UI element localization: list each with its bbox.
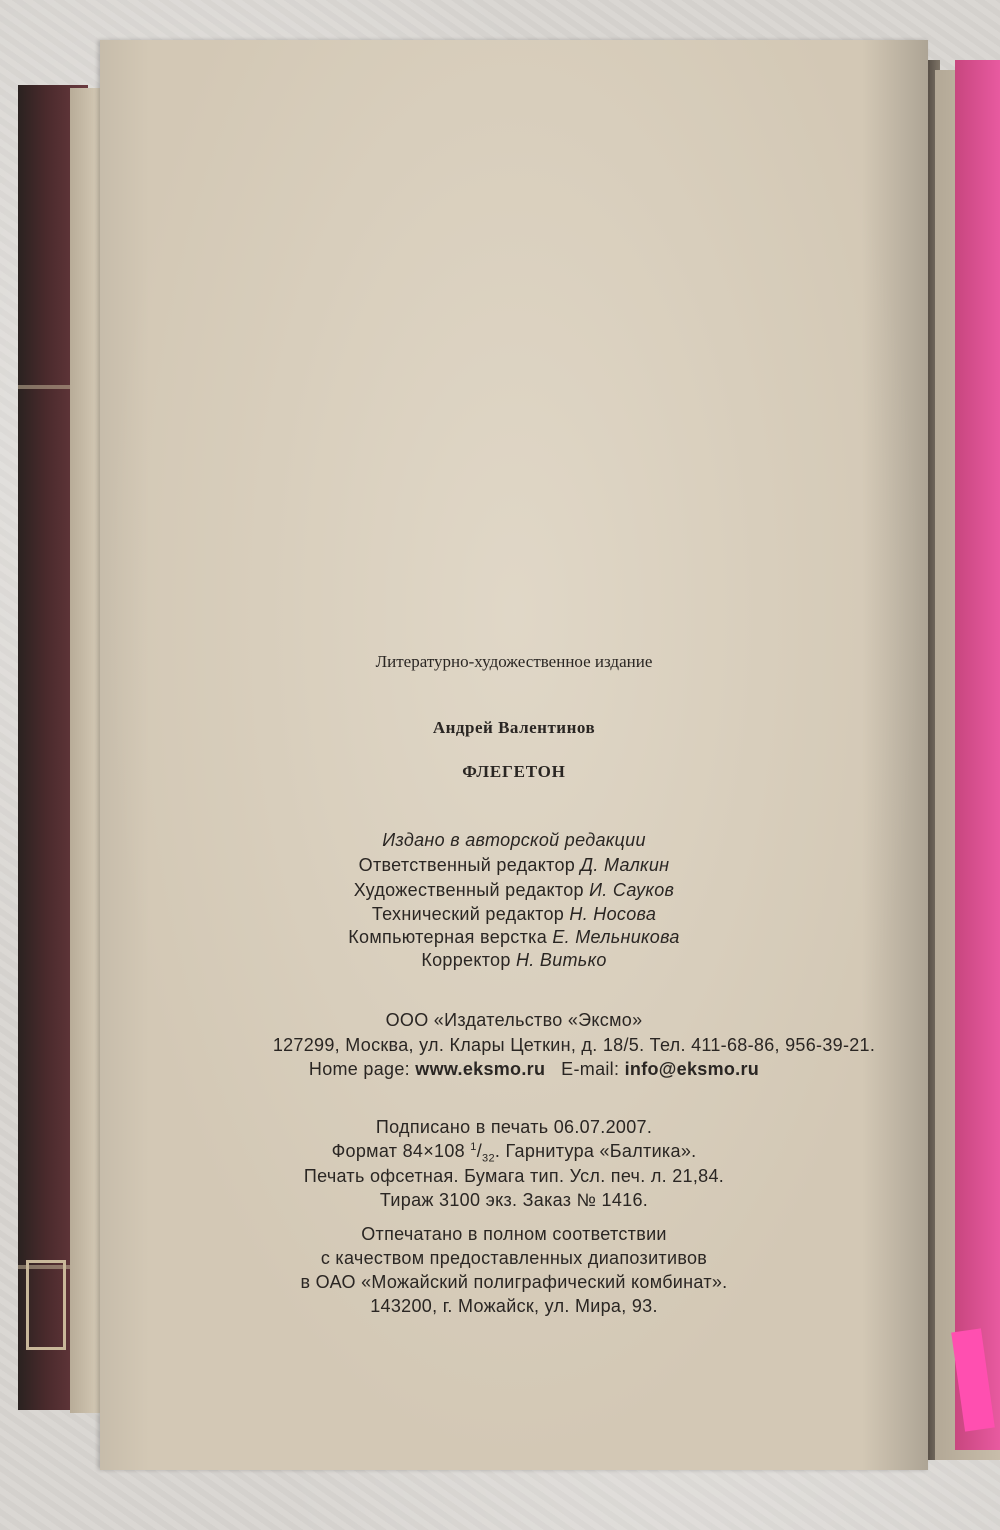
homepage-link: www.eksmo.ru (415, 1059, 546, 1079)
publisher-name: ООО «Издательство «Эксмо» (385, 1010, 643, 1030)
credit-name: Д. Малкин (580, 855, 670, 875)
author-name: Андрей Валентинов (432, 718, 596, 737)
credit-name: Н. Витько (516, 950, 607, 970)
email-label: E-mail: (561, 1059, 620, 1079)
credit-label: Технический редактор (371, 904, 565, 924)
credit-proofreader (100, 950, 928, 971)
credit-editor (100, 855, 928, 876)
format-denominator: 32 (482, 1152, 495, 1165)
publisher-address: 127299, Москва, ул. Клары Цеткин, д. 18/5. Тел. 411-68-86, 956-39-21. (272, 1035, 876, 1055)
format-suffix: . Гарнитура «Балтика». (494, 1141, 697, 1161)
printer-line-2: с качеством предоставленных диапозитивов (320, 1248, 708, 1268)
print-run: Тираж 3100 экз. Заказ № 1416. (379, 1190, 649, 1210)
credit-name: И. Сауков (589, 880, 675, 900)
print-signed: Подписано в печать 06.07.2007. (375, 1117, 653, 1137)
printer-line-1: Отпечатано в полном соответствии (361, 1224, 667, 1244)
print-type: Печать офсетная. Бумага тип. Усл. печ. л. 21,84. (303, 1166, 725, 1186)
printer-line-3: в ОАО «Можайский полиграфический комбинат». (300, 1272, 728, 1292)
credit-name: Е. Мельникова (552, 927, 680, 947)
credit-tech-editor (100, 904, 928, 925)
credit-label: Ответственный редактор (358, 855, 576, 875)
credit-label: Компьютерная верстка (348, 927, 548, 947)
book-title: ФЛЕГЕТОН (462, 762, 566, 781)
credit-name: Н. Носова (569, 904, 657, 924)
credit-layout (100, 927, 928, 948)
cover-ornament (26, 1260, 66, 1350)
edition-note: Издано в авторской редакции (382, 830, 646, 850)
credit-label: Художественный редактор (353, 880, 584, 900)
format-prefix: Формат 84×108 (331, 1141, 465, 1161)
book-cover-right (955, 60, 1000, 1450)
homepage-label: Home page: (308, 1059, 410, 1079)
credit-art-editor (100, 880, 928, 901)
genre-line: Литературно-художественное издание (375, 652, 653, 671)
email-link: info@eksmo.ru (624, 1059, 760, 1079)
printer-line-4: 143200, г. Можайск, ул. Мира, 93. (370, 1296, 658, 1316)
format-numerator: 1 (470, 1141, 477, 1153)
imprint-block (100, 40, 928, 1470)
publisher-contacts (120, 1059, 948, 1080)
print-format: Формат 84×108 $^1/_{32}$. Гарнитура «Балтика». (331, 1141, 697, 1165)
credit-label: Корректор (421, 950, 511, 970)
